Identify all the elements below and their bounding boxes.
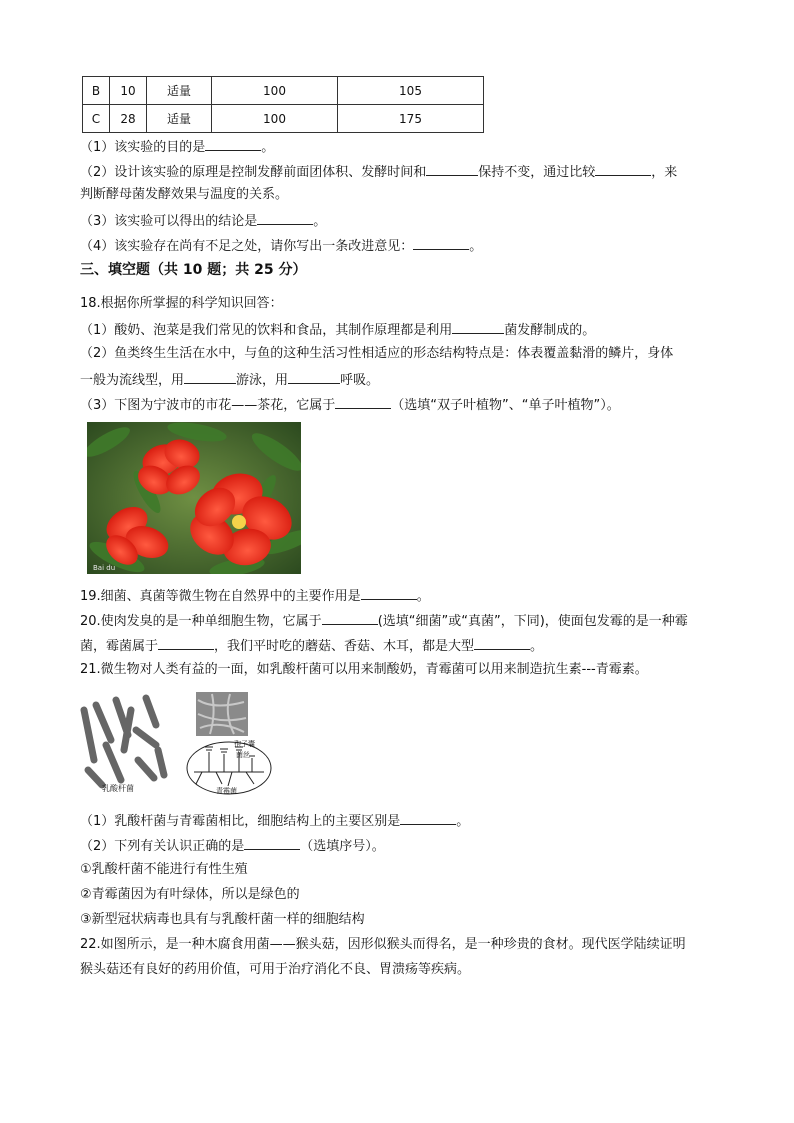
q17-part2-text: ，来 bbox=[651, 165, 678, 180]
q18-part3-text: （选填“双子叶植物”、“单子叶植物”）。 bbox=[391, 398, 620, 413]
answer-blank[interactable] bbox=[288, 369, 340, 384]
q20-text: 20.使肉发臭的是一种单细胞生物，它属于 bbox=[80, 614, 322, 629]
q21-option-2: ②青霉菌因为有叶绿体，所以是绿色的 bbox=[80, 887, 300, 902]
penicillium-label: 青霉菌 bbox=[216, 787, 237, 795]
q21-stem: 21.微生物对人类有益的一面，如乳酸杆菌可以用来制酸奶，青霉菌可以用来制造抗生素---青霉素。 bbox=[80, 662, 648, 677]
camellia-flower-illustration bbox=[87, 422, 301, 574]
q22-line1: 22.如图所示，是一种木腐食用菌——猴头菇，因形似猴头而得名，是一种珍贵的食材。现代医学陆续证明 bbox=[80, 937, 686, 952]
q18-part2-cont bbox=[80, 369, 379, 391]
answer-blank[interactable] bbox=[335, 394, 391, 409]
q21-part1 bbox=[80, 810, 469, 832]
q17-part4-end: 。 bbox=[469, 239, 483, 254]
table-cell: 适量 bbox=[147, 77, 212, 105]
q17-part3-text: （3）该实验可以得出的结论是 bbox=[80, 214, 258, 229]
answer-blank[interactable] bbox=[158, 635, 214, 650]
table-cell: B bbox=[83, 77, 110, 105]
q18-part1-text: 菌发酵制成的。 bbox=[504, 323, 596, 338]
answer-blank[interactable] bbox=[244, 835, 300, 850]
table-cell: 10 bbox=[110, 77, 147, 105]
answer-blank[interactable] bbox=[452, 319, 504, 334]
section-title: 三、填空题（共 10 题；共 25 分） bbox=[80, 262, 307, 278]
q20-text: ，我们平时吃的蘑菇、香菇、木耳，都是大型 bbox=[214, 639, 475, 654]
q17-part1 bbox=[80, 136, 274, 158]
q22-line2: 猴头菇还有良好的药用价值，可用于治疗消化不良、胃溃疡等疾病。 bbox=[80, 962, 471, 977]
answer-blank[interactable] bbox=[595, 161, 651, 176]
table-cell: C bbox=[83, 105, 110, 133]
table-cell: 105 bbox=[338, 77, 484, 105]
hypha-label: 菌丝 bbox=[236, 751, 250, 759]
q21-part1-text: （1）乳酸杆菌与青霉菌相比，细胞结构上的主要区别是 bbox=[80, 814, 401, 829]
table-row bbox=[83, 77, 484, 105]
q18-part2-text: 一般为流线型，用 bbox=[80, 373, 185, 388]
q20-text: 菌，霉菌属于 bbox=[80, 639, 159, 654]
q17-part4 bbox=[80, 235, 482, 257]
q19-text: 。 bbox=[416, 589, 430, 604]
answer-blank[interactable] bbox=[474, 635, 530, 650]
table-cell: 28 bbox=[110, 105, 147, 133]
q17-part2-cont bbox=[80, 185, 288, 205]
answer-blank[interactable] bbox=[257, 210, 313, 225]
q20-text: 。 bbox=[530, 639, 544, 654]
image-watermark: Bai du bbox=[93, 564, 116, 572]
q18-part3 bbox=[80, 394, 620, 416]
table-cell: 100 bbox=[212, 105, 338, 133]
q21-part2-text: （选填序号）。 bbox=[300, 839, 385, 854]
answer-blank[interactable] bbox=[184, 369, 236, 384]
q20-line1 bbox=[80, 610, 688, 632]
q18-part2-text: 呼吸。 bbox=[340, 373, 380, 388]
q19-text: 19.细菌、真菌等微生物在自然界中的主要作用是 bbox=[80, 589, 361, 604]
table-cell: 适量 bbox=[147, 105, 212, 133]
q19 bbox=[80, 585, 430, 607]
answer-blank[interactable] bbox=[426, 161, 478, 176]
experiment-table bbox=[82, 76, 484, 133]
table-cell: 100 bbox=[212, 77, 338, 105]
table-cell: 175 bbox=[338, 105, 484, 133]
penicillium-figure bbox=[184, 690, 276, 796]
q21-part2-text: （2）下列有关认识正确的是 bbox=[80, 839, 245, 854]
q21-part2 bbox=[80, 835, 385, 857]
penicillium-illustration bbox=[184, 690, 276, 796]
lactobacillus-label: 乳酸杆菌 bbox=[102, 784, 134, 793]
answer-blank[interactable] bbox=[205, 136, 261, 151]
q17-part2-text: 判断酵母菌发酵效果与温度的关系。 bbox=[80, 187, 289, 202]
q18-part1-text: （1）酸奶、泡菜是我们常见的饮料和食品，其制作原理都是利用 bbox=[80, 323, 453, 338]
spore-label: 孢子囊 bbox=[234, 740, 255, 748]
q21-option-3: ③新型冠状病毒也具有与乳酸杆菌一样的细胞结构 bbox=[80, 912, 365, 927]
answer-blank[interactable] bbox=[361, 585, 417, 600]
answer-blank[interactable] bbox=[322, 610, 378, 625]
q17-part3 bbox=[80, 210, 326, 232]
camellia-flower-image bbox=[87, 422, 301, 574]
q17-part2 bbox=[80, 161, 677, 183]
q20-line2 bbox=[80, 635, 543, 657]
answer-blank[interactable] bbox=[400, 810, 456, 825]
q17-part3-end: 。 bbox=[313, 214, 327, 229]
q17-part2-text: （2）设计该实验的原理是控制发酵前面团体积、发酵时间和 bbox=[80, 165, 427, 180]
q20-text: (选填“细菌”或“真菌”，下同)，使面包发霉的是一种霉 bbox=[377, 614, 688, 629]
q18-part2-text: 游泳，用 bbox=[236, 373, 289, 388]
q17-part4-text: （4）该实验存在尚有不足之处，请你写出一条改进意见： bbox=[80, 239, 414, 254]
table-row bbox=[83, 105, 484, 133]
q17-part1-end: 。 bbox=[261, 140, 275, 155]
q21-option-1: ①乳酸杆菌不能进行有性生殖 bbox=[80, 862, 248, 877]
lactobacillus-figure bbox=[76, 690, 171, 794]
q18-part3-text: （3）下图为宁波市的市花——茶花，它属于 bbox=[80, 398, 336, 413]
q18-part1 bbox=[80, 319, 595, 341]
q21-part1-text: 。 bbox=[456, 814, 470, 829]
q18-stem: 18.根据你所掌握的科学知识回答： bbox=[80, 296, 283, 311]
q17-part1-text: （1）该实验的目的是 bbox=[80, 140, 206, 155]
q18-part2: （2）鱼类终生生活在水中，与鱼的这种生活习性相适应的形态结构特点是：体表覆盖黏滑的鳞片，身体 bbox=[80, 346, 674, 361]
answer-blank[interactable] bbox=[413, 235, 469, 250]
lactobacillus-illustration bbox=[76, 690, 171, 794]
q17-part2-text: 保持不变，通过比较 bbox=[478, 165, 596, 180]
